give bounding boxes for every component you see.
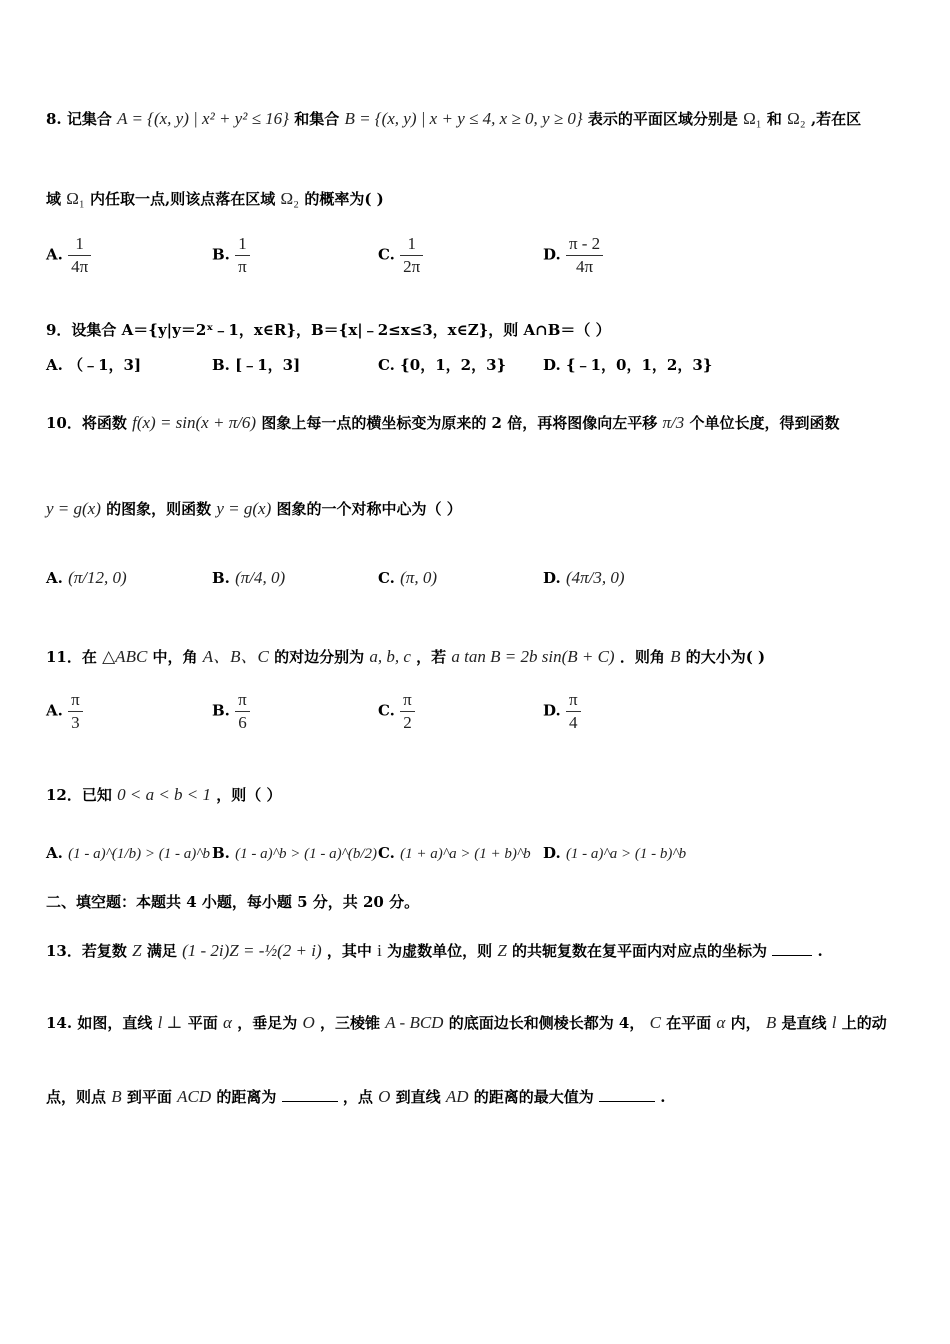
q11-option-c[interactable] bbox=[378, 690, 415, 733]
q14-text: 在平面 bbox=[666, 1014, 712, 1032]
q13-text: ，其中 bbox=[326, 942, 372, 960]
q14-text: ，三棱锥 bbox=[319, 1014, 380, 1032]
q14-line1 bbox=[46, 1012, 910, 1033]
option-label: A. bbox=[46, 356, 63, 374]
q10-text: 个单位长度，得到函数 bbox=[689, 414, 840, 432]
q13-z: Z bbox=[132, 941, 142, 960]
option-label: B. bbox=[212, 844, 230, 862]
q8-number: 8. 记集合 bbox=[46, 110, 112, 128]
q14-text: 到平面 bbox=[126, 1088, 172, 1106]
q14-O: O bbox=[302, 1013, 315, 1032]
q8-option-a[interactable] bbox=[46, 234, 91, 277]
answer-blank-2[interactable] bbox=[599, 1101, 655, 1102]
q11-option-a[interactable] bbox=[46, 690, 83, 733]
option-label: B. bbox=[212, 245, 230, 264]
option-text: [﹣1，3] bbox=[235, 356, 301, 374]
option-text: (1 - a)^b > (1 - a)^(b/2) bbox=[235, 846, 378, 862]
frac-den: 6 bbox=[238, 713, 247, 732]
q10-function: f(x) = sin(x + π/6) bbox=[132, 413, 257, 432]
q8-omega1-ref: Ω₁ bbox=[66, 189, 85, 208]
frac-den: 2π bbox=[403, 257, 421, 276]
q9-option-d[interactable] bbox=[543, 354, 712, 375]
q13-text: 满足 bbox=[146, 942, 177, 960]
q8-option-b[interactable] bbox=[212, 234, 250, 277]
option-label: B. bbox=[212, 569, 230, 587]
q9-option-c[interactable] bbox=[378, 354, 506, 375]
q12-option-c[interactable] bbox=[378, 844, 531, 863]
q8-set-a: A = {(x, y) | x² + y² ≤ 16} bbox=[117, 109, 289, 128]
option-label: C. bbox=[378, 356, 395, 374]
q10-option-d[interactable] bbox=[543, 568, 625, 588]
q8-option-c[interactable] bbox=[378, 234, 423, 277]
q11-text: 中，角 bbox=[152, 648, 198, 666]
fraction bbox=[68, 234, 91, 277]
option-text: （﹣1，3] bbox=[68, 356, 142, 374]
q9-stem: 9．设集合 A＝{y|y＝2ˣ﹣1，x∈R}，B＝{x|﹣2≤x≤3，x∈Z}，则 A∩B＝（ ） bbox=[46, 321, 611, 339]
q11-option-b[interactable] bbox=[212, 690, 250, 733]
q14-text: 的底面边长和侧棱长都为 4， bbox=[448, 1014, 645, 1032]
fraction bbox=[235, 690, 250, 733]
option-label: D. bbox=[543, 844, 561, 862]
q9-option-a[interactable] bbox=[46, 354, 141, 375]
option-text: (1 - a)^(1/b) > (1 - a)^b bbox=[68, 846, 211, 862]
option-label: D. bbox=[543, 569, 561, 587]
option-text: (π/4, 0) bbox=[235, 568, 286, 587]
q14-text: 是直线 bbox=[781, 1014, 827, 1032]
q11-sides: a, b, c bbox=[369, 647, 411, 666]
q8-line2 bbox=[46, 188, 910, 209]
q14-B: B bbox=[765, 1013, 777, 1032]
q8-text: 表示的平面区域分别是 bbox=[587, 110, 738, 128]
q11-text: ，若 bbox=[416, 648, 447, 666]
q10-number: 10．将函数 bbox=[46, 414, 127, 432]
q8-omega2: Ω₂ bbox=[787, 109, 806, 128]
option-text: (1 - a)^a > (1 - b)^b bbox=[565, 846, 687, 862]
option-text: (π, 0) bbox=[400, 568, 437, 587]
q14-text: 平面 bbox=[187, 1014, 218, 1032]
q8-set-b: B = {(x, y) | x + y ≤ 4, x ≥ 0, y ≥ 0} bbox=[344, 109, 583, 128]
q11-text: 的对边分别为 bbox=[274, 648, 365, 666]
q11-angle-b: B bbox=[670, 647, 681, 666]
option-label: B. bbox=[212, 701, 230, 720]
q13-line bbox=[46, 940, 910, 961]
q10-g-function: y = g(x) bbox=[46, 499, 101, 518]
option-label: A. bbox=[46, 701, 63, 720]
q8-option-d[interactable] bbox=[543, 234, 603, 277]
q10-text: 图象上每一点的横坐标变为原来的 2 倍，再将图像向左平移 bbox=[261, 414, 658, 432]
option-label: A. bbox=[46, 245, 63, 264]
frac-num: π - 2 bbox=[566, 234, 603, 256]
q12-text: ，则（ ） bbox=[216, 786, 282, 804]
q12-option-a[interactable] bbox=[46, 844, 210, 863]
q14-B-ref: B bbox=[111, 1087, 122, 1106]
q13-text: 的共轭复数在复平面内对应点的坐标为 bbox=[512, 942, 768, 960]
answer-blank[interactable] bbox=[772, 955, 812, 956]
q10-line1 bbox=[46, 412, 910, 433]
q8-omega2-ref: Ω₂ bbox=[280, 189, 300, 208]
option-text: {﹣1，0，1，2，3} bbox=[565, 356, 713, 374]
fraction bbox=[68, 690, 83, 733]
frac-den: π bbox=[238, 257, 247, 276]
q13-number: 13．若复数 bbox=[46, 942, 127, 960]
q14-text: 到直线 bbox=[395, 1088, 441, 1106]
q14-text: 的距离的最大值为 bbox=[473, 1088, 594, 1106]
fraction bbox=[235, 234, 250, 277]
frac-den: 3 bbox=[71, 713, 80, 732]
q14-text: 上的动 bbox=[841, 1014, 887, 1032]
q12-number: 12．已知 bbox=[46, 786, 112, 804]
answer-blank-1[interactable] bbox=[282, 1101, 338, 1102]
q14-C: C bbox=[649, 1013, 661, 1032]
option-text: (π/12, 0) bbox=[68, 568, 127, 587]
q8-text: 的概率为( ) bbox=[304, 190, 384, 208]
q14-text: ，垂足为 bbox=[237, 1014, 298, 1032]
frac-num: π bbox=[400, 690, 415, 712]
option-text: (4π/3, 0) bbox=[565, 568, 625, 587]
q10-line2 bbox=[46, 498, 910, 519]
q13-text: 为虚数单位，则 bbox=[387, 942, 493, 960]
option-label: A. bbox=[46, 569, 63, 587]
frac-den: 2 bbox=[403, 713, 412, 732]
q14-text: ，点 bbox=[342, 1088, 373, 1106]
frac-num: π bbox=[566, 690, 581, 712]
q14-plane: ACD bbox=[177, 1087, 212, 1106]
frac-num: 1 bbox=[235, 234, 250, 256]
q14-text: . bbox=[660, 1088, 666, 1106]
option-label: D. bbox=[543, 245, 561, 264]
q12-option-d[interactable] bbox=[543, 844, 686, 863]
q11-angles: A、B、C bbox=[202, 647, 269, 666]
q14-AD: AD bbox=[445, 1087, 469, 1106]
q8-text: 域 bbox=[46, 190, 62, 208]
fraction bbox=[400, 234, 423, 277]
q10-text: 图象的一个对称中心为（ ） bbox=[276, 500, 462, 518]
option-label: D. bbox=[543, 356, 561, 374]
q8-text: 和集合 bbox=[294, 110, 340, 128]
q14-text: 内， bbox=[730, 1014, 761, 1032]
q12-option-b[interactable] bbox=[212, 844, 377, 863]
q10-option-a[interactable] bbox=[46, 568, 127, 588]
q11-text: 的大小为( ) bbox=[685, 648, 766, 666]
frac-num: 1 bbox=[400, 234, 423, 256]
q10-shift: π/3 bbox=[662, 413, 685, 432]
q14-text: 点，则点 bbox=[46, 1088, 107, 1106]
q12-line bbox=[46, 784, 910, 805]
q9-option-b[interactable] bbox=[212, 354, 300, 375]
frac-num: 1 bbox=[68, 234, 91, 256]
q14-alpha-ref: α bbox=[716, 1013, 726, 1032]
q11-text: ．则角 bbox=[619, 648, 665, 666]
option-label: C. bbox=[378, 569, 395, 587]
q14-perp: l ⊥ bbox=[157, 1013, 183, 1032]
q10-text: 的图象，则函数 bbox=[106, 500, 212, 518]
q8-text: ,若在区 bbox=[810, 110, 862, 128]
q13-equation: (1 - 2i)Z = -½(2 + i) bbox=[182, 941, 322, 960]
option-label: C. bbox=[378, 844, 395, 862]
q8-text: 内任取一点,则该点落在区域 bbox=[90, 190, 276, 208]
q13-text: . bbox=[817, 942, 823, 960]
q10-option-c[interactable] bbox=[378, 568, 437, 588]
q14-number: 14. 如图，直线 bbox=[46, 1014, 153, 1032]
q12-condition: 0 < a < b < 1 bbox=[117, 785, 212, 804]
q8-omega1: Ω₁ bbox=[743, 109, 762, 128]
q13-z-ref: Z bbox=[497, 941, 507, 960]
q8-line1 bbox=[46, 108, 910, 129]
q11-equation: a tan B = 2b sin(B + C) bbox=[451, 647, 615, 666]
section-heading: 二、填空题：本题共 4 小题，每小题 5 分，共 20 分。 bbox=[46, 893, 420, 911]
option-label: C. bbox=[378, 245, 395, 264]
q10-option-b[interactable] bbox=[212, 568, 285, 588]
q14-text: 的距离为 bbox=[216, 1088, 277, 1106]
fraction bbox=[400, 690, 415, 733]
option-label: D. bbox=[543, 701, 561, 720]
option-label: B. bbox=[212, 356, 230, 374]
frac-den: 4π bbox=[576, 257, 594, 276]
q8-text: 和 bbox=[766, 110, 782, 128]
frac-num: π bbox=[68, 690, 83, 712]
fraction bbox=[566, 690, 581, 733]
option-label: A. bbox=[46, 844, 63, 862]
q14-alpha: α bbox=[223, 1013, 232, 1032]
frac-den: 4π bbox=[71, 257, 89, 276]
frac-num: π bbox=[235, 690, 250, 712]
option-text: {0，1，2，3} bbox=[400, 356, 507, 374]
frac-den: 4 bbox=[568, 713, 578, 732]
q14-l: l bbox=[831, 1013, 837, 1032]
q10-g-function: y = g(x) bbox=[216, 499, 272, 518]
q11-triangle: △ABC bbox=[102, 647, 148, 666]
q11-line bbox=[46, 642, 910, 667]
option-text: (1 + a)^a > (1 + b)^b bbox=[400, 846, 531, 862]
q13-i: i bbox=[377, 941, 382, 960]
q14-line2 bbox=[46, 1086, 910, 1107]
q14-O-ref: O bbox=[378, 1087, 391, 1106]
fraction bbox=[566, 234, 603, 277]
q14-pyramid: A - BCD bbox=[385, 1013, 444, 1032]
q11-number: 11．在 bbox=[46, 648, 97, 666]
q11-option-d[interactable] bbox=[543, 690, 581, 733]
option-label: C. bbox=[378, 701, 395, 720]
